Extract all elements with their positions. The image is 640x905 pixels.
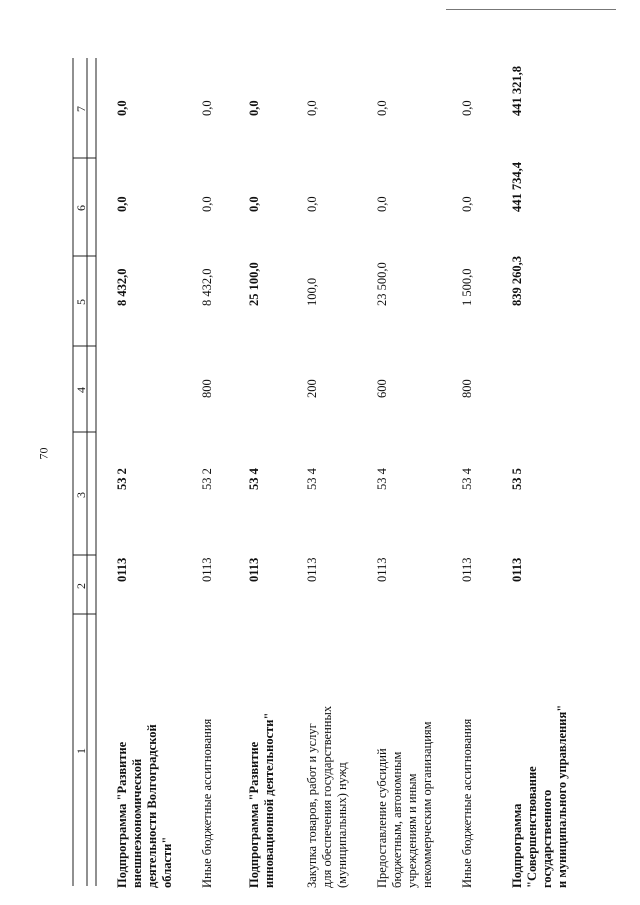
row-value: 53 2 bbox=[200, 468, 214, 490]
row-value: 0113 bbox=[375, 557, 389, 582]
row-value: 8 432,0 bbox=[200, 268, 214, 306]
row-value: 839 260,3 bbox=[510, 256, 524, 306]
column-header: 6 bbox=[74, 205, 88, 211]
row-value: 53 4 bbox=[305, 468, 319, 490]
column-header: 1 bbox=[74, 748, 88, 754]
cell-line: бюджетным, автономным bbox=[390, 751, 404, 888]
row-name bbox=[247, 713, 277, 888]
cell-line: "Совершенствование bbox=[525, 766, 539, 888]
row-value: 0,0 bbox=[247, 100, 261, 116]
column-header: 7 bbox=[74, 106, 88, 112]
cell-line: инновационной деятельности" bbox=[262, 712, 276, 888]
row-value: 0113 bbox=[115, 557, 129, 582]
row-value: 441 734,4 bbox=[510, 162, 524, 212]
row-value: 0,0 bbox=[200, 100, 214, 116]
row-name bbox=[510, 705, 570, 888]
row-name bbox=[200, 719, 215, 888]
cell-line: Подпрограмма bbox=[510, 803, 524, 888]
row-value: 0,0 bbox=[375, 100, 389, 116]
row-value: 8 432,0 bbox=[115, 268, 129, 306]
cell-line: и муниципального управления" bbox=[555, 704, 569, 888]
row-value: 800 bbox=[460, 379, 474, 398]
column-header: 5 bbox=[74, 299, 88, 305]
row-value: 200 bbox=[305, 379, 319, 398]
cell-line: некоммерческим организациям bbox=[420, 721, 434, 888]
cell-line: Подпрограмма "Развитие bbox=[115, 741, 129, 888]
row-value: 0,0 bbox=[305, 100, 319, 116]
row-value: 53 4 bbox=[247, 468, 261, 490]
row-value: 100,0 bbox=[305, 277, 319, 306]
row-value: 0,0 bbox=[375, 196, 389, 212]
row-value: 0113 bbox=[247, 557, 261, 582]
cell-line: Иные бюджетные ассигнования bbox=[460, 718, 474, 888]
row-value: 53 2 bbox=[115, 468, 129, 490]
row-value: 0,0 bbox=[460, 196, 474, 212]
cell-line: Иные бюджетные ассигнования bbox=[200, 718, 214, 888]
row-value: 0113 bbox=[460, 557, 474, 582]
page-number: 70 bbox=[36, 447, 51, 460]
row-value: 0,0 bbox=[247, 196, 261, 212]
cell-line: области" bbox=[160, 836, 174, 888]
row-name bbox=[375, 721, 435, 888]
row-name bbox=[305, 706, 350, 888]
cell-line: (муниципальных) нужд bbox=[335, 762, 349, 888]
cell-line: для обеспечения государственных bbox=[320, 705, 334, 888]
row-value: 53 4 bbox=[375, 468, 389, 490]
cell-line: государственного bbox=[540, 789, 554, 888]
row-value: 0,0 bbox=[200, 196, 214, 212]
cell-line: учреждениям и иным bbox=[405, 773, 419, 888]
row-value: 800 bbox=[200, 379, 214, 398]
row-name bbox=[460, 719, 475, 888]
row-value: 0113 bbox=[305, 557, 319, 582]
row-value: 0113 bbox=[510, 557, 524, 582]
row-name bbox=[115, 724, 175, 888]
column-header: 3 bbox=[74, 491, 88, 498]
cell-line: Предоставление субсидий bbox=[375, 748, 389, 888]
row-value: 600 bbox=[375, 379, 389, 398]
row-value: 53 5 bbox=[510, 468, 524, 490]
row-value: 1 500,0 bbox=[460, 268, 474, 306]
row-value: 441 321,8 bbox=[510, 66, 524, 116]
row-value: 23 500,0 bbox=[375, 262, 389, 306]
cell-line: Подпрограмма "Развитие bbox=[247, 741, 261, 888]
row-value: 0,0 bbox=[115, 100, 129, 116]
cell-line: деятельности Волгоградской bbox=[145, 724, 159, 888]
column-header: 4 bbox=[74, 387, 88, 393]
cell-line: внешнеэкономической bbox=[130, 758, 144, 888]
row-value: 0,0 bbox=[305, 196, 319, 212]
cell-line: Закупка товаров, работ и услуг bbox=[305, 723, 319, 888]
row-value: 25 100,0 bbox=[247, 262, 261, 306]
row-value: 0,0 bbox=[460, 100, 474, 116]
column-header: 2 bbox=[74, 582, 88, 589]
row-value: 0113 bbox=[200, 557, 214, 582]
row-value: 53 4 bbox=[460, 468, 474, 490]
row-value: 0,0 bbox=[115, 196, 129, 212]
